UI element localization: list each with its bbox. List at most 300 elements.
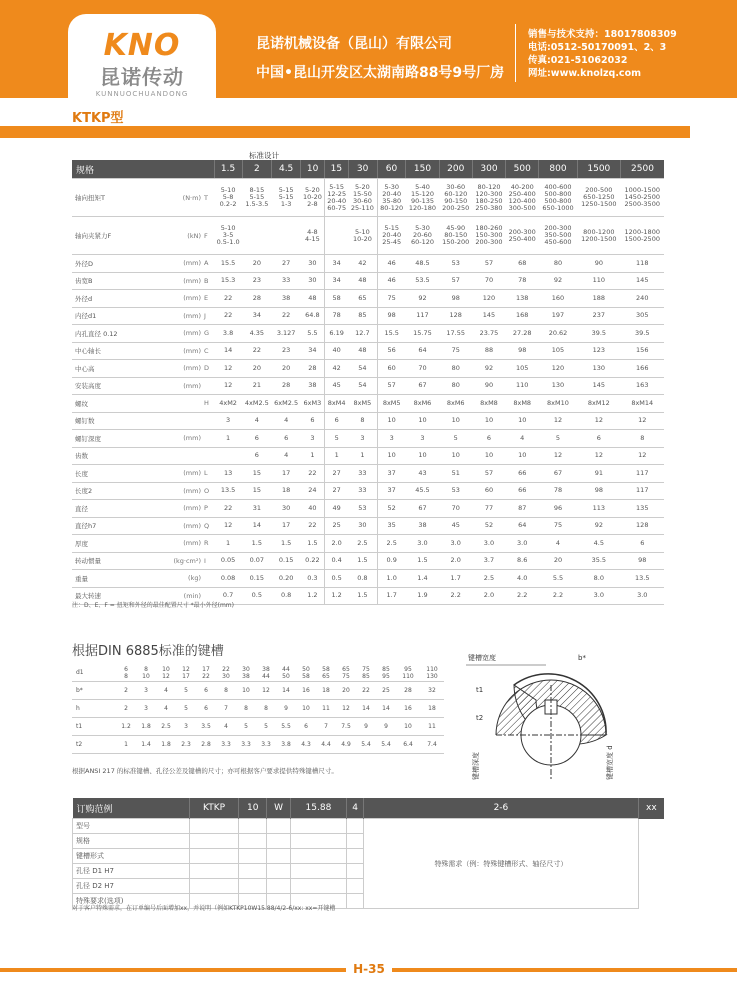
- spec-cell: 117: [621, 482, 664, 500]
- spec-cell: 128: [621, 517, 664, 535]
- spec-cell: 20: [242, 360, 271, 378]
- spec-cell: 200-300 350-500 450-600: [539, 217, 577, 255]
- spec-cell: 3: [214, 412, 242, 430]
- spec-cell: 53.5: [406, 272, 439, 290]
- spec-cell: 85: [348, 307, 377, 325]
- spec-cell: 145: [621, 272, 664, 290]
- spec-cell: 15.3: [214, 272, 242, 290]
- spec-cell: 12: [621, 447, 664, 465]
- spec-cell: 188: [577, 290, 620, 308]
- spec-cell: 117: [621, 465, 664, 483]
- din-cell: 9: [276, 700, 296, 718]
- spec-cell: 49: [325, 500, 349, 518]
- spec-cell: 10: [439, 412, 472, 430]
- spec-cell: 5-40 15-120 90-135 120-180: [406, 179, 439, 217]
- spec-cell: 75: [539, 517, 577, 535]
- spec-cell: 200-300 250-400: [506, 217, 539, 255]
- spec-cell: 5-15 20-40 25-45: [377, 217, 406, 255]
- spec-cell: 20: [242, 255, 271, 273]
- spec-cell: 8xM10: [539, 395, 577, 413]
- spec-row-unit: (mm): [163, 290, 204, 308]
- order-cell: [190, 849, 239, 864]
- spec-cell: 22: [214, 307, 242, 325]
- spec-cell: 2.0: [325, 535, 349, 553]
- spec-cell: 8-15 5-15 1.5-3.5: [242, 179, 271, 217]
- spec-cell: 166: [621, 360, 664, 378]
- spec-cell: 45-90 80-150 150-200: [439, 217, 472, 255]
- spec-cell: 3: [406, 430, 439, 448]
- spec-cell: 78: [506, 272, 539, 290]
- spec-cell: 2.2: [506, 587, 539, 605]
- spec-row: [72, 342, 664, 360]
- diagram-label-top-right: b*: [578, 654, 586, 662]
- din-cell: 18: [316, 682, 336, 700]
- spec-cell: 6: [472, 430, 505, 448]
- order-cell: [347, 849, 364, 864]
- spec-cell: 1200-1800 1500-2500: [621, 217, 664, 255]
- spec-footnote: 注：D、E、F = 扭矩和外径的最佳配置尺寸 *最小外径(mm): [72, 602, 234, 609]
- din-row-label: h: [72, 700, 116, 718]
- spec-row-symbol: I: [204, 552, 214, 570]
- spec-cell: 0.08: [214, 570, 242, 588]
- spec-row-label: 齿宽B: [72, 272, 163, 290]
- spec-row-label: 中心轴长: [72, 342, 163, 360]
- spec-cell: 57: [472, 255, 505, 273]
- keyway-diagram: [456, 640, 616, 785]
- spec-cell: 8xM12: [577, 395, 620, 413]
- spec-row: [72, 255, 664, 273]
- spec-cell: 46: [377, 272, 406, 290]
- order-cell: [267, 864, 290, 879]
- spec-cell: 13.5: [621, 570, 664, 588]
- spec-cell: 0.5: [242, 587, 271, 605]
- spec-cell: 14: [242, 517, 271, 535]
- spec-cell: 3.7: [472, 552, 505, 570]
- spec-cell: 23.75: [472, 325, 505, 343]
- din-cell: 6.4: [396, 736, 420, 754]
- spec-cell: 80: [439, 360, 472, 378]
- din-row-label: b*: [72, 682, 116, 700]
- spec-cell: 160: [539, 290, 577, 308]
- din-row-label: d1: [72, 664, 116, 682]
- spec-cell: 98: [377, 307, 406, 325]
- spec-cell: 33: [271, 272, 300, 290]
- spec-cell: 4.5: [577, 535, 620, 553]
- spec-row: [72, 290, 664, 308]
- spec-row: [72, 447, 664, 465]
- spec-size-header: 2500: [621, 160, 664, 179]
- spec-cell: 1: [348, 447, 377, 465]
- spec-row-unit: (mm): [163, 360, 204, 378]
- spec-cell: 22: [301, 517, 325, 535]
- din-cell: 11: [420, 718, 444, 736]
- order-note: 对于客户特殊需求，在订单编号后面增加xx，并说明（例如KTKP10W15.88/4/2-6/xx: xx=开键槽: [72, 905, 336, 912]
- spec-cell: 67: [406, 377, 439, 395]
- spec-cell: 0.22: [301, 552, 325, 570]
- order-header-cell: 2-6: [364, 798, 638, 819]
- order-cell: [267, 834, 290, 849]
- spec-row-label: 螺钉数: [72, 412, 163, 430]
- spec-cell: 6xM3: [301, 395, 325, 413]
- spec-cell: 2.2: [539, 587, 577, 605]
- spec-cell: 0.5: [325, 570, 349, 588]
- din-row: [72, 664, 444, 682]
- spec-cell: 78: [539, 482, 577, 500]
- spec-size-header: 30: [348, 160, 377, 179]
- din-cell: 7: [316, 718, 336, 736]
- spec-cell: 37: [377, 482, 406, 500]
- spec-cell: 12: [577, 447, 620, 465]
- contact-fax: 传真:021-51062032: [528, 55, 628, 66]
- spec-cell: 22: [214, 500, 242, 518]
- spec-row-label: 长度2: [72, 482, 163, 500]
- spec-cell: 4: [539, 535, 577, 553]
- spec-cell: 28: [301, 360, 325, 378]
- spec-cell: 92: [539, 272, 577, 290]
- spec-cell: 10: [377, 412, 406, 430]
- spec-cell: 37: [377, 465, 406, 483]
- spec-cell: 3.0: [439, 535, 472, 553]
- spec-cell: 1: [214, 430, 242, 448]
- spec-cell: 0.05: [214, 552, 242, 570]
- spec-cell: 33: [348, 482, 377, 500]
- spec-cell: 98: [577, 482, 620, 500]
- spec-row-symbol: [204, 377, 214, 395]
- spec-cell: 240: [621, 290, 664, 308]
- spec-cell: 1: [214, 535, 242, 553]
- spec-row-unit: (mm): [163, 255, 204, 273]
- spec-cell: 10: [472, 412, 505, 430]
- spec-cell: 8: [621, 430, 664, 448]
- spec-cell: 77: [472, 500, 505, 518]
- spec-row-symbol: G: [204, 325, 214, 343]
- spec-row-label: 中心高: [72, 360, 163, 378]
- spec-cell: 8xM8: [472, 395, 505, 413]
- spec-cell: 70: [406, 360, 439, 378]
- spec-cell: 23: [271, 342, 300, 360]
- spec-cell: 48: [348, 342, 377, 360]
- spec-row-symbol: P: [204, 500, 214, 518]
- spec-cell: 2.0: [472, 587, 505, 605]
- spec-cell: 4xM2: [214, 395, 242, 413]
- order-cell: [290, 834, 346, 849]
- spec-cell: 80: [439, 377, 472, 395]
- spec-row: [72, 325, 664, 343]
- din-cell: 32: [420, 682, 444, 700]
- spec-cell: 13.5: [214, 482, 242, 500]
- spec-cell: 48.5: [406, 255, 439, 273]
- order-cell: [290, 879, 346, 894]
- spec-cell: 28: [242, 290, 271, 308]
- spec-row-unit: (mm): [163, 500, 204, 518]
- spec-row: [72, 179, 664, 217]
- spec-cell: 22: [271, 307, 300, 325]
- din-cell: 95 110: [396, 664, 420, 682]
- spec-cell: 27.28: [506, 325, 539, 343]
- din-keyway-table: [72, 664, 444, 754]
- order-header-cell: 10: [239, 798, 267, 819]
- spec-cell: 8xM14: [621, 395, 664, 413]
- spec-row-label: 外径d: [72, 290, 163, 308]
- spec-cell: 14: [214, 342, 242, 360]
- spec-cell: 90: [577, 255, 620, 273]
- spec-row: [72, 570, 664, 588]
- spec-cell: 80-120 120-300 180-250 250-380: [472, 179, 505, 217]
- spec-cell: 51: [439, 465, 472, 483]
- order-cell: [347, 819, 364, 834]
- spec-cell: 305: [621, 307, 664, 325]
- order-cell: [290, 849, 346, 864]
- spec-row: [72, 412, 664, 430]
- spec-size-header: 15: [325, 160, 349, 179]
- spec-cell: 1: [301, 447, 325, 465]
- spec-row-symbol: [204, 447, 214, 465]
- spec-cell: 10: [406, 412, 439, 430]
- spec-cell: 40: [325, 342, 349, 360]
- spec-cell: 1.5: [242, 535, 271, 553]
- spec-cell: 168: [506, 307, 539, 325]
- spec-cell: 4.35: [242, 325, 271, 343]
- spec-cell: 35: [377, 517, 406, 535]
- order-header-cell: xx: [638, 798, 664, 819]
- din-cell: 3: [136, 700, 156, 718]
- spec-cell: 156: [621, 342, 664, 360]
- din-cell: 16: [296, 682, 316, 700]
- order-cell: [347, 894, 364, 909]
- spec-cell: 67: [406, 500, 439, 518]
- spec-cell: 3: [348, 430, 377, 448]
- order-header-cell: 4: [347, 798, 364, 819]
- spec-row-unit: (kg·cm²): [163, 552, 204, 570]
- spec-row-symbol: C: [204, 342, 214, 360]
- logo-mark: KNO: [103, 28, 181, 63]
- spec-row: [72, 377, 664, 395]
- spec-cell: 1: [325, 447, 349, 465]
- spec-cell: 25: [325, 517, 349, 535]
- din-cell: 65 75: [336, 664, 356, 682]
- spec-row-symbol: H: [204, 395, 214, 413]
- din-cell: 10: [396, 718, 420, 736]
- spec-cell: 12: [214, 377, 242, 395]
- company-address: 中国•昆山开发区太湖南路88号9号厂房: [256, 65, 505, 81]
- page-number: H-35: [346, 962, 392, 978]
- spec-row: [72, 272, 664, 290]
- din-cell: 5.4: [376, 736, 396, 754]
- din-cell: 22 30: [216, 664, 236, 682]
- spec-size-header: 300: [472, 160, 505, 179]
- spec-size-header: 4.5: [271, 160, 300, 179]
- spec-cell: [271, 217, 300, 255]
- spec-cell: 52: [472, 517, 505, 535]
- spec-row-symbol: A: [204, 255, 214, 273]
- din-cell: 5: [236, 718, 256, 736]
- spec-row-label: 齿数: [72, 447, 163, 465]
- spec-row-symbol: B: [204, 272, 214, 290]
- spec-cell: 1.0: [377, 570, 406, 588]
- spec-cell: 3: [377, 430, 406, 448]
- model-title: KTKP型: [72, 111, 124, 126]
- din-row: [72, 682, 444, 700]
- order-header-cell: W: [267, 798, 290, 819]
- spec-cell: 113: [577, 500, 620, 518]
- spec-cell: 64: [506, 517, 539, 535]
- spec-cell: 237: [577, 307, 620, 325]
- spec-cell: 53: [439, 482, 472, 500]
- diagram-label-right-vertical: 键槽宽度 d: [606, 745, 614, 780]
- spec-cell: 18: [271, 482, 300, 500]
- spec-cell: 0.8: [271, 587, 300, 605]
- spec-cell: 17: [271, 517, 300, 535]
- order-cell: [190, 879, 239, 894]
- spec-cell: 42: [325, 360, 349, 378]
- spec-cell: 2.5: [348, 535, 377, 553]
- order-cell: [239, 879, 267, 894]
- din-cell: 28: [396, 682, 420, 700]
- spec-row-symbol: F: [204, 217, 214, 255]
- spec-cell: 10: [439, 447, 472, 465]
- spec-cell: 80: [539, 255, 577, 273]
- order-cell: [347, 834, 364, 849]
- order-row-label: 键槽形式: [73, 849, 190, 864]
- spec-cell: 128: [439, 307, 472, 325]
- spec-cell: 0.15: [242, 570, 271, 588]
- din-cell: 1.4: [136, 736, 156, 754]
- spec-cell: [242, 217, 271, 255]
- spec-cell: 3: [301, 430, 325, 448]
- spec-row-label: 安装高度: [72, 377, 163, 395]
- din-cell: 2.8: [196, 736, 216, 754]
- spec-cell: 5-20 10-20 2-8: [301, 179, 325, 217]
- spec-cell: 15: [242, 482, 271, 500]
- spec-cell: 6: [325, 412, 349, 430]
- din-cell: 4.3: [296, 736, 316, 754]
- din-cell: 8: [256, 700, 276, 718]
- spec-row-unit: [163, 447, 204, 465]
- order-cell: [267, 879, 290, 894]
- order-cell: [239, 834, 267, 849]
- spec-row-label: 长度: [72, 465, 163, 483]
- spec-cell: 12: [214, 517, 242, 535]
- spec-row-unit: (kN): [163, 217, 204, 255]
- din-cell: 3: [136, 682, 156, 700]
- spec-cell: 98: [621, 552, 664, 570]
- din-cell: 10: [236, 682, 256, 700]
- spec-row: [72, 535, 664, 553]
- order-row-label: 规格: [73, 834, 190, 849]
- spec-cell: 92: [577, 517, 620, 535]
- spec-row-symbol: D: [204, 360, 214, 378]
- contact-sales: 销售与技术支持：18017808309: [528, 29, 677, 40]
- spec-cell: 38: [271, 290, 300, 308]
- spec-cell: 39.5: [621, 325, 664, 343]
- din-cell: 30 38: [236, 664, 256, 682]
- spec-row-label: 外径D: [72, 255, 163, 273]
- spec-row-symbol: J: [204, 307, 214, 325]
- din-footnote: 根据ANSI 217 的标准键槽、孔径公差及键槽的尺寸；亦可根据客户要求提供特殊键槽尺寸。: [72, 767, 338, 775]
- spec-cell: 57: [377, 377, 406, 395]
- spec-cell: 60: [377, 360, 406, 378]
- spec-cell: 5.5: [301, 325, 325, 343]
- page-footer: [0, 962, 737, 1000]
- spec-cell: 8xM6: [439, 395, 472, 413]
- spec-cell: 15.5: [214, 255, 242, 273]
- order-cell: [190, 864, 239, 879]
- spec-row-unit: (mm): [163, 307, 204, 325]
- contact-info: [528, 28, 677, 80]
- spec-cell: 34: [325, 272, 349, 290]
- spec-cell: 23: [242, 272, 271, 290]
- din-row: [72, 718, 444, 736]
- spec-cell: 0.8: [348, 570, 377, 588]
- spec-row: [72, 500, 664, 518]
- order-cell: [290, 864, 346, 879]
- spec-cell: 10: [377, 447, 406, 465]
- spec-cell: 1.5: [406, 552, 439, 570]
- order-header-cell: 15.88: [290, 798, 346, 819]
- header-divider: [515, 24, 516, 82]
- spec-row-label: 转动惯量: [72, 552, 163, 570]
- order-cell: [290, 819, 346, 834]
- spec-cell: 1.5: [348, 587, 377, 605]
- spec-cell: 60: [472, 482, 505, 500]
- din-cell: 1.8: [136, 718, 156, 736]
- spec-cell: 130: [577, 360, 620, 378]
- diagram-label-t2: t2: [476, 714, 484, 722]
- spec-cell: 6xM2.5: [271, 395, 300, 413]
- spec-cell: 5: [539, 430, 577, 448]
- spec-cell: 0.07: [242, 552, 271, 570]
- order-cell: [239, 864, 267, 879]
- spec-cell: 4-8 4-15: [301, 217, 325, 255]
- spec-cell: 5-30 20-40 35-80 80-120: [377, 179, 406, 217]
- spec-row: [72, 395, 664, 413]
- spec-cell: 5-10 3-5 0.5-1.0: [214, 217, 242, 255]
- spec-cell: 3.0: [506, 535, 539, 553]
- spec-cell: 12: [214, 360, 242, 378]
- spec-row-label: 直径: [72, 500, 163, 518]
- spec-row-unit: (mm): [163, 377, 204, 395]
- din-cell: 6: [196, 700, 216, 718]
- din-cell: 12: [256, 682, 276, 700]
- spec-cell: 92: [406, 290, 439, 308]
- order-cell: [190, 834, 239, 849]
- spec-cell: 65: [348, 290, 377, 308]
- spec-cell: 30: [301, 272, 325, 290]
- spec-cell: 2.5: [377, 535, 406, 553]
- logo-english-name: KUNNUOCHUANDONG: [95, 90, 189, 98]
- din-cell: 20: [336, 682, 356, 700]
- spec-row: [72, 517, 664, 535]
- spec-row-label: 螺钉深度: [72, 430, 163, 448]
- spec-cell: 3.0: [577, 587, 620, 605]
- spec-cell: 1000-1500 1450-2500 2500-3500: [621, 179, 664, 217]
- spec-cell: 34: [301, 342, 325, 360]
- spec-cell: 53: [439, 255, 472, 273]
- spec-cell: 48: [348, 272, 377, 290]
- order-header-cell: KTKP: [190, 798, 239, 819]
- din-cell: 25: [376, 682, 396, 700]
- spec-cell: 180-260 150-300 200-300: [472, 217, 505, 255]
- spec-cell: 66: [506, 465, 539, 483]
- spec-cell: 10: [406, 447, 439, 465]
- spec-cell: 3.127: [271, 325, 300, 343]
- spec-cell: 68: [506, 255, 539, 273]
- spec-cell: 8xM4: [325, 395, 349, 413]
- din-cell: 6 8: [116, 664, 136, 682]
- din-cell: 3: [176, 718, 196, 736]
- spec-cell: 120: [539, 360, 577, 378]
- din-row: [72, 700, 444, 718]
